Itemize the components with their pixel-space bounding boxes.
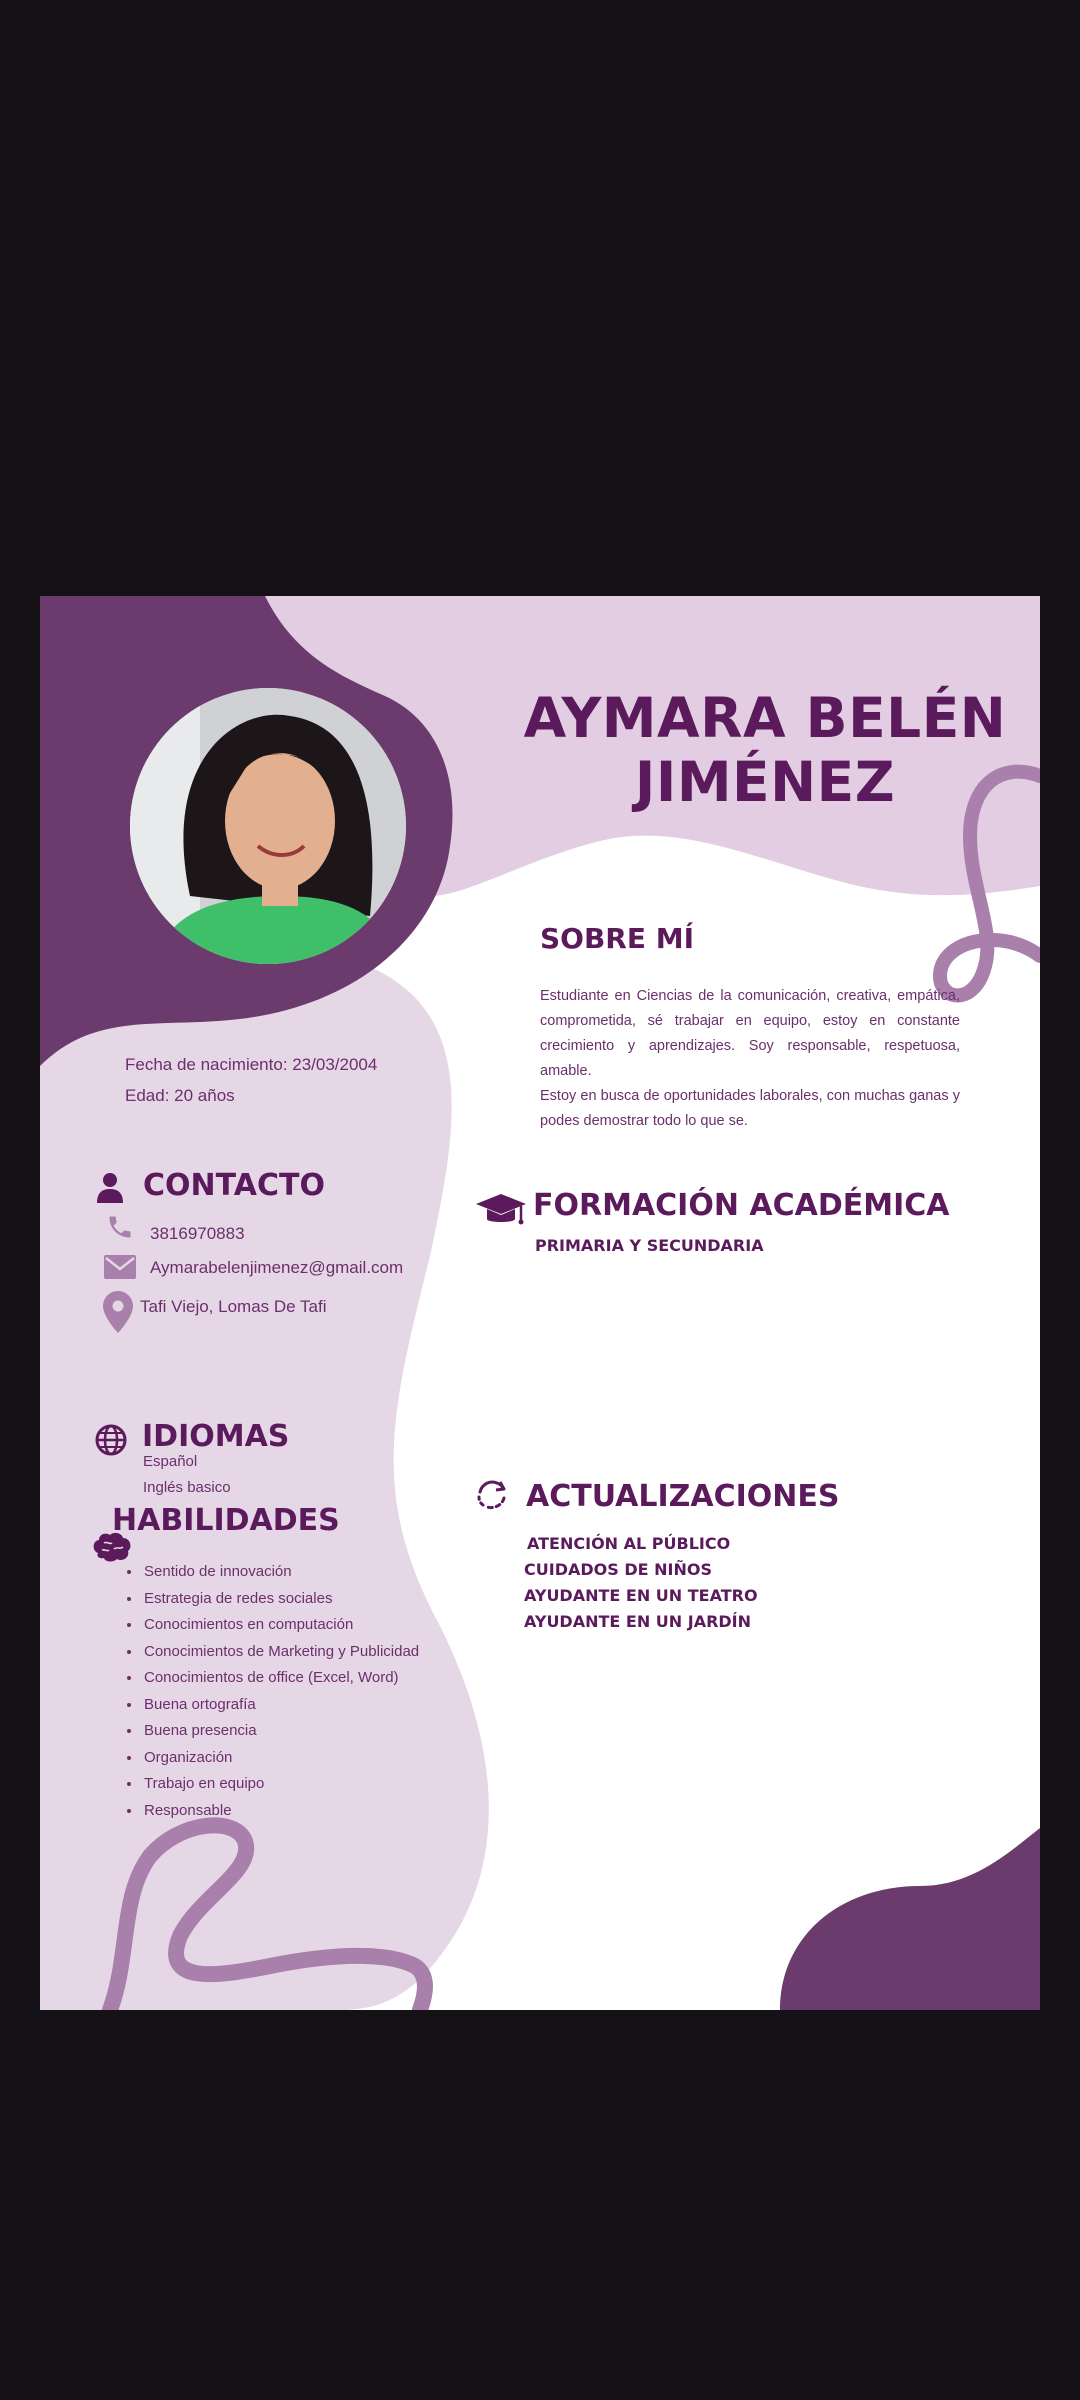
full-name [490, 686, 1040, 814]
skill-item: • Organización [142, 1745, 462, 1772]
contact-title: CONTACTO [143, 1168, 325, 1203]
skill-item: • Estrategia de redes sociales [142, 1586, 462, 1613]
refresh-icon [475, 1478, 509, 1512]
contact-phone[interactable]: 3816970883 [150, 1224, 245, 1243]
skills-title: HABILIDADES [112, 1503, 340, 1538]
name-line-2: JIMÉNEZ [634, 750, 896, 814]
language-item: Español [143, 1453, 198, 1470]
skill-item: • Conocimientos en computación [142, 1612, 462, 1639]
skill-item: • Trabajo en equipo [142, 1771, 462, 1798]
skill-item: • Buena ortografía [142, 1692, 462, 1719]
skill-item: • Buena presencia [142, 1718, 462, 1745]
education-item: PRIMARIA Y SECUNDARIA [535, 1236, 764, 1255]
contact-email[interactable]: Aymarabelenjimenez@gmail.com [150, 1258, 404, 1277]
language-list [143, 1449, 231, 1501]
user-icon [96, 1172, 124, 1204]
skill-item: • Responsable [142, 1798, 462, 1825]
education-title: FORMACIÓN ACADÉMICA [533, 1188, 950, 1223]
about-paragraph-2: Estoy en busca de oportunidades laborales, con muchas ganas y podes demostrar todo lo que se. [540, 1088, 960, 1129]
personal-info [125, 1049, 377, 1111]
about-paragraph-1: Estudiante en Ciencias de la comunicación, creativa, empática, comprometida, sé trabajar en equipo, estoy en constante crecimiento y aprendizajes. Soy responsable, respetuosa, amable. [540, 988, 960, 1079]
skill-item: • Conocimientos de office (Excel, Word) [142, 1665, 462, 1692]
skill-item: • Conocimientos de Marketing y Publicidad [142, 1639, 462, 1666]
name-line-1: AYMARA BELÉN [523, 686, 1007, 750]
update-item: AYUDANTE EN UN JARDÍN [524, 1612, 752, 1631]
left-lilac-column [40, 956, 489, 2010]
location-pin-icon [103, 1291, 133, 1333]
mail-icon [104, 1255, 136, 1279]
about-title: SOBRE MÍ [540, 922, 695, 955]
resume-page [40, 596, 1040, 2010]
languages-title: IDIOMAS [142, 1419, 290, 1454]
about-text [540, 984, 960, 1134]
update-item: ATENCIÓN AL PÚBLICO [527, 1534, 731, 1553]
globe-icon [95, 1424, 127, 1456]
updates-title: ACTUALIZACIONES [526, 1479, 840, 1514]
skills-list [120, 1559, 462, 1824]
update-item: AYUDANTE EN UN TEATRO [524, 1586, 758, 1605]
birth-date: Fecha de nacimiento: 23/03/2004 [125, 1055, 378, 1074]
phone-icon [106, 1213, 134, 1241]
contact-location: Tafi Viejo, Lomas De Tafi [140, 1297, 327, 1316]
age: Edad: 20 años [125, 1086, 235, 1105]
updates-list [524, 1531, 758, 1635]
bottom-right-blob [780, 1828, 1040, 2010]
graduation-cap-icon [475, 1192, 527, 1230]
update-item: CUIDADOS DE NIÑOS [524, 1560, 712, 1579]
skill-item: • Sentido de innovación [142, 1559, 462, 1586]
language-item: Inglés basico [143, 1479, 231, 1496]
